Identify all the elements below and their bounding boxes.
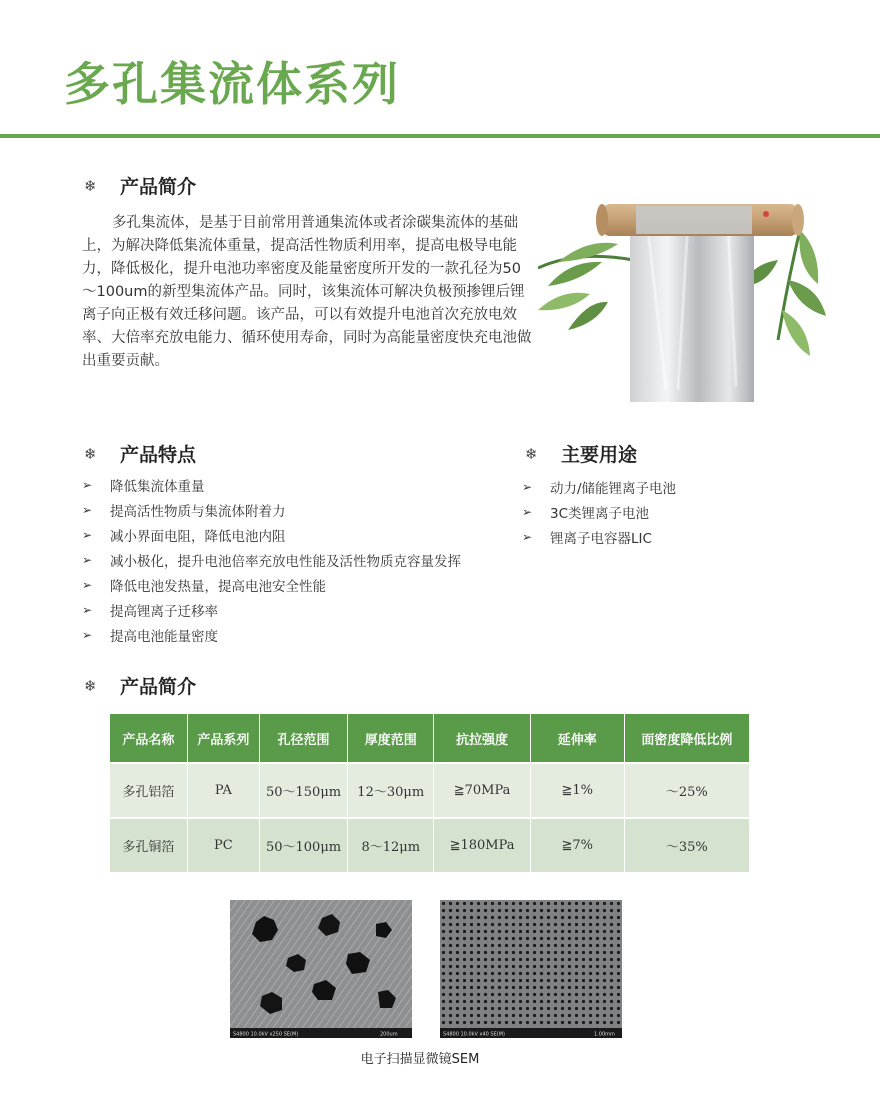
features-list	[82, 472, 461, 647]
features-heading-row	[84, 440, 196, 467]
table-cell: 多孔铜箔	[110, 818, 187, 872]
snowflake-icon: ❄	[84, 176, 97, 195]
list-item: ➢ 降低电池发热量，提高电池安全性能	[82, 577, 326, 595]
table-row	[110, 763, 750, 818]
table-cell: ≧70MPa	[434, 763, 530, 818]
arrow-right-icon: ➢	[82, 552, 93, 567]
column-header: 产品系列	[187, 714, 259, 763]
list-item: ➢ 锂离子电容器LIC	[522, 529, 652, 547]
snowflake-icon: ❄	[84, 444, 97, 463]
sem-left-label: S4800 10.0kV x250 SE(M)	[233, 1031, 299, 1038]
list-item: ➢ 3C类锂离子电池	[522, 504, 650, 522]
list-item: ➢ 提高锂离子迁移率	[82, 602, 218, 620]
snowflake-icon: ❄	[525, 444, 538, 463]
sem-right-label: S4800 10.0kV x40 SE(M)	[443, 1031, 505, 1038]
column-header: 孔径范围	[259, 714, 347, 763]
arrow-right-icon: ➢	[82, 527, 93, 542]
uses-heading: 主要用途	[561, 444, 638, 466]
sem-caption: 电子扫描显微镜SEM	[360, 1052, 480, 1067]
sem-left-scale: 200um	[380, 1031, 398, 1038]
arrow-right-icon: ➢	[82, 627, 93, 642]
uses-heading-row	[525, 440, 637, 467]
table-row	[110, 818, 750, 872]
table-cell: ≧180MPa	[434, 818, 530, 872]
table-cell: ≧7%	[530, 818, 624, 872]
features-heading: 产品特点	[120, 444, 197, 466]
table-header-row	[110, 714, 750, 763]
table-cell: ～25%	[624, 763, 749, 818]
intro-heading-row	[84, 172, 196, 199]
column-header: 延伸率	[530, 714, 624, 763]
list-item: ➢ 减小极化，提升电池倍率充放电性能及活性物质克容量发挥	[82, 552, 461, 570]
table-cell: PC	[187, 818, 259, 872]
snowflake-icon: ❄	[84, 676, 97, 695]
uses-list	[522, 474, 676, 549]
list-item: ➢ 减小界面电阻，降低电池内阻	[82, 527, 286, 545]
table-cell: 50～150μm	[259, 763, 347, 818]
intro-paragraph	[82, 212, 532, 373]
list-item: ➢ 提高电池能量密度	[82, 627, 218, 645]
sem-image-copper	[440, 900, 622, 1038]
product-photo	[538, 190, 828, 405]
column-header: 厚度范围	[348, 714, 434, 763]
spec-table	[110, 714, 750, 872]
list-item: ➢ 降低集流体重量	[82, 477, 205, 495]
arrow-right-icon: ➢	[522, 479, 533, 494]
arrow-right-icon: ➢	[82, 577, 93, 592]
column-header: 面密度降低比例	[624, 714, 749, 763]
table-cell: ～35%	[624, 818, 749, 872]
list-item: ➢ 提高活性物质与集流体附着力	[82, 502, 286, 520]
arrow-right-icon: ➢	[522, 504, 533, 519]
arrow-right-icon: ➢	[82, 477, 93, 492]
table-cell: 多孔铝箔	[110, 763, 187, 818]
arrow-right-icon: ➢	[82, 502, 93, 517]
title-divider	[0, 134, 880, 138]
sem-right-scale: 1.00mm	[594, 1031, 615, 1038]
arrow-right-icon: ➢	[522, 529, 533, 544]
specs-heading-row	[84, 672, 196, 699]
column-header: 抗拉强度	[434, 714, 530, 763]
table-cell: 8～12μm	[348, 818, 434, 872]
table-cell: PA	[187, 763, 259, 818]
table-cell: 50～100μm	[259, 818, 347, 872]
list-item: ➢ 动力/储能锂离子电池	[522, 479, 677, 497]
specs-heading: 产品简介	[120, 676, 197, 698]
page-title: 多孔集流体系列	[64, 57, 400, 111]
sem-image-aluminum	[230, 900, 412, 1038]
arrow-right-icon: ➢	[82, 602, 93, 617]
column-header: 产品名称	[110, 714, 187, 763]
intro-text: 多孔集流体，是基于目前常用普通集流体或者涂碳集流体的基础上，为解决降低集流体重量，提高活性物质利用率，提高电极导电能力，降低极化，提升电池功率密度及能量密度所开发的一款孔径为50～100um的新型集流体产品。同时，该集流体可解决负极预掺锂后锂离子向正极有效迁移问题。该产品，可以有效提升电池首次充放电效率、大倍率充放电能力、循环使用寿命，同时为高能量密度快充电池做出重要贡献。	[82, 215, 532, 369]
intro-heading: 产品简介	[120, 176, 197, 198]
table-cell: 12～30μm	[348, 763, 434, 818]
table-cell: ≧1%	[530, 763, 624, 818]
